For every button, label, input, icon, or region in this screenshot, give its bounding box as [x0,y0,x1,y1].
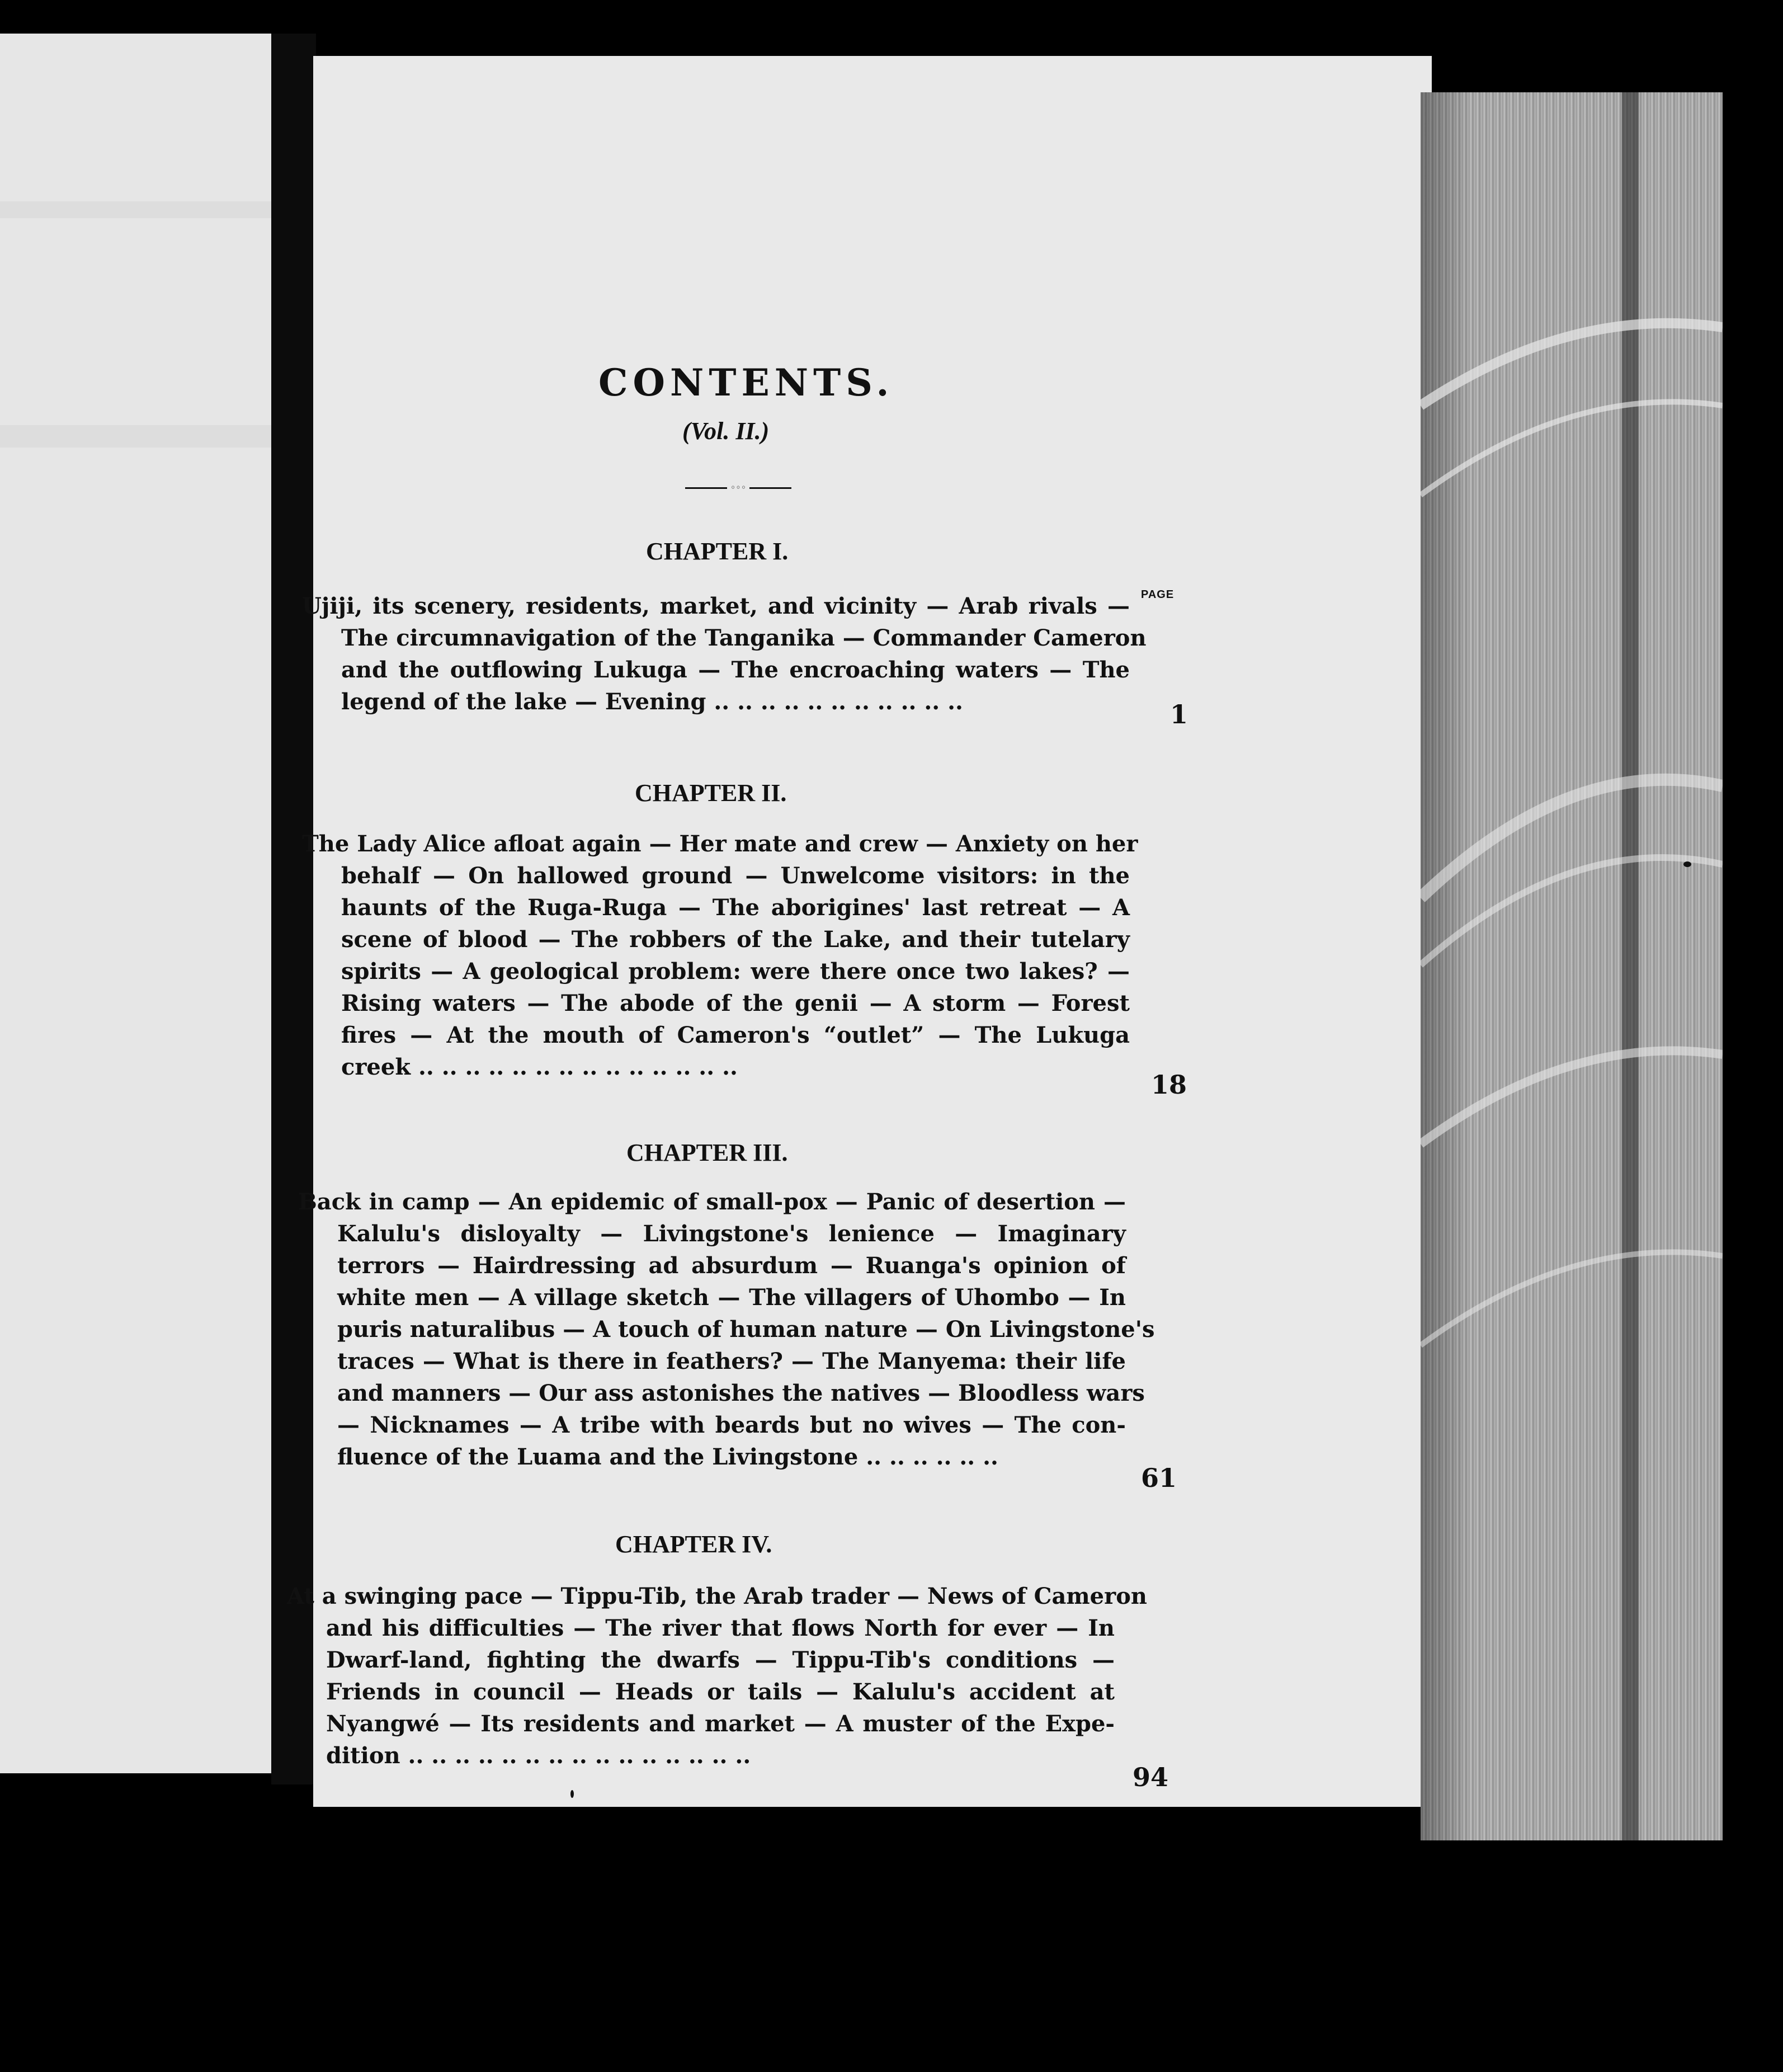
entry-line: creek .. .. .. .. .. .. .. .. .. .. .. .. .. .. [341,1054,738,1080]
page-column-label: PAGE [1141,588,1174,601]
entry-line: Ujiji, its scenery, residents, market, and vicinity — Arab rivals — [302,593,1130,619]
facing-page [0,34,271,1773]
entry-line: haunts of the Ruga-Ruga — The aborigines' last retreat — A [341,894,1130,921]
entry-line: Rising waters — The abode of the genii — A storm — Forest [341,990,1130,1016]
entry-line: dition .. .. .. .. .. .. .. .. .. .. .. .. .. .. .. [326,1743,751,1769]
chapter-heading-4: CHAPTER IV. [615,1531,772,1558]
chapter-heading-1: CHAPTER I. [646,538,789,565]
edge-sheen-arcs [1421,92,1723,1840]
entry-line: behalf — On hallowed ground — Unwelcome visitors: in the [341,863,1130,889]
chapter-entry-4 [287,1580,1147,1772]
entry-line: Nyangwé — Its residents and market — A muster of the Expe- [326,1711,1115,1737]
contents-title: CONTENTS. [598,361,894,404]
entry-line: fluence of the Luama and the Livingstone .. .. .. .. .. .. [337,1444,998,1470]
chapter-page-number-1: 1 [1170,699,1188,729]
title-ornament: ◦◦◦ [685,483,791,492]
entry-line: and his difficulties — The river that flows North for ever — In [326,1615,1115,1641]
entry-line: Back in camp — An epidemic of small-pox — Panic of desertion — [298,1189,1126,1215]
entry-line: scene of blood — The robbers of the Lake, and their tutelary [341,926,1130,953]
chapter-entry-3 [298,1186,1155,1473]
entry-line: spirits — A geological problem: were there once two lakes? — [341,958,1130,985]
chapter-entry-1 [302,590,1147,718]
ink-speck [570,1790,574,1798]
chapter-page-number-2: 18 [1151,1070,1187,1100]
page-edge-sheen [1421,92,1723,1840]
entry-line: — Nicknames — A tribe with beards but no wives — The con- [337,1412,1126,1438]
entry-line: legend of the lake — Evening .. .. .. .. .. .. .. .. .. .. .. [341,689,963,715]
facing-page-bleedthrough [0,34,271,1773]
chapter-entry-2 [302,828,1138,1083]
entry-line: fires — At the mouth of Cameron's “outlet” — The Lukuga [341,1022,1130,1048]
entry-line: Friends in council — Heads or tails — Kalulu's accident at [326,1679,1115,1705]
entry-line: puris naturalibus — A touch of human nature — On Livingstone's [337,1316,1155,1343]
entry-line: The Lady Alice afloat again — Her mate and crew — Anxiety on her [302,831,1138,857]
entry-line: terrors — Hairdressing ad absurdum — Ruanga's opinion of [337,1252,1126,1279]
chapter-heading-3: CHAPTER III. [626,1139,788,1166]
entry-line: and manners — Our ass astonishes the natives — Bloodless wars [337,1380,1145,1406]
entry-line: Kalulu's disloyalty — Livingstone's lenience — Imaginary [337,1221,1126,1247]
chapter-page-number-3: 61 [1141,1463,1177,1493]
entry-line: white men — A village sketch — The villagers of Uhombo — In [337,1284,1126,1311]
entry-line: traces — What is there in feathers? — The Manyema: their life [337,1348,1126,1374]
entry-line: and the outflowing Lukuga — The encroaching waters — The [341,657,1130,683]
volume-label: (Vol. II.) [682,417,770,445]
chapter-heading-2: CHAPTER II. [635,779,787,807]
entry-line: The circumnavigation of the Tanganika — Commander Cameron [341,625,1147,651]
entry-line: At a swinging pace — Tippu-Tib, the Arab trader — News of Cameron [287,1583,1147,1609]
chapter-page-number-4: 94 [1133,1762,1169,1792]
ink-speck [1683,861,1691,867]
entry-line: Dwarf-land, fighting the dwarfs — Tippu-Tib's conditions — [326,1647,1115,1673]
